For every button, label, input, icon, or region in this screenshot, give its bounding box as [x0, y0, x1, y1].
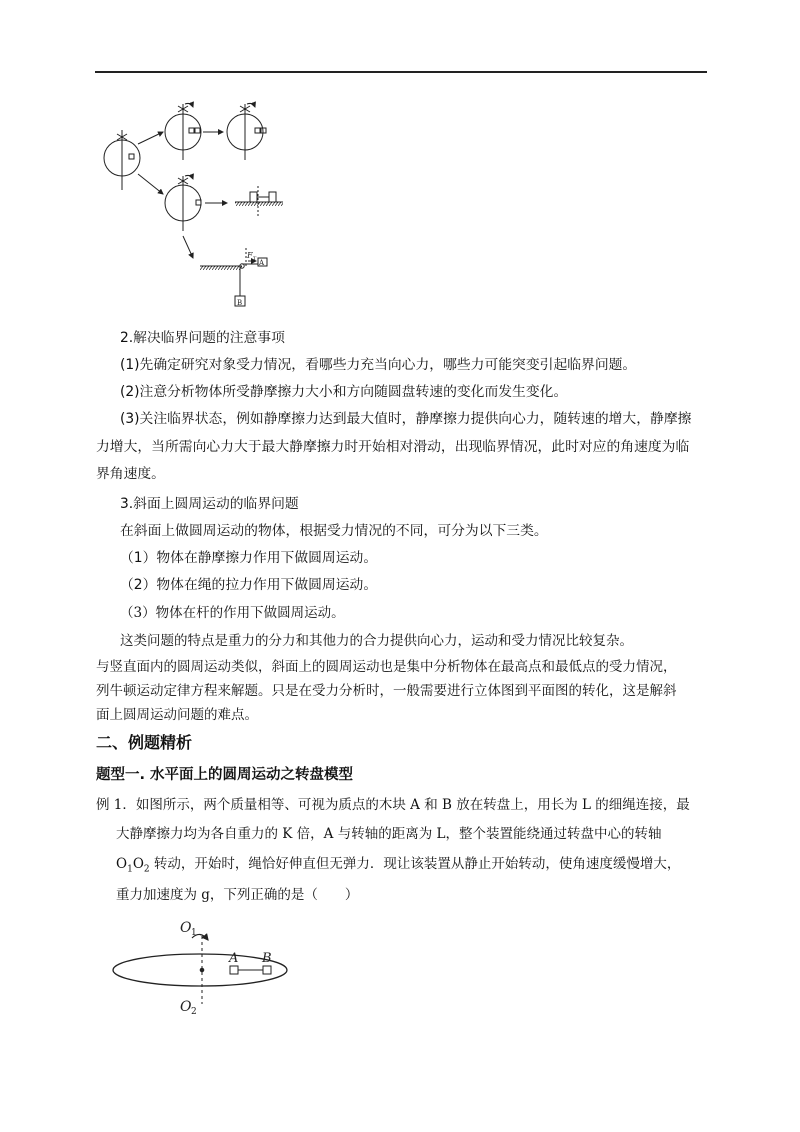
- disc-middle: [165, 175, 201, 231]
- o2-label: O: [180, 999, 192, 1015]
- ft-subscript: T: [253, 256, 257, 262]
- section3-para-line2: 与竖直面内的圆周运动类似，斜面上的圆周运动也是集中分析物体在最高点和最低点的受力情况，: [96, 659, 677, 675]
- block-a: [230, 966, 238, 974]
- axis-o2-letter: O: [132, 856, 144, 872]
- example1-line2: 大静摩擦力均为各自重力的 K 倍，A 与转轴的距离为 L，整个装置能绕通过转盘中心的转轴: [116, 826, 662, 842]
- type1-heading: 题型一. 水平面上的圆周运动之转盘模型: [96, 767, 354, 783]
- disc-top-middle: [165, 103, 201, 160]
- header-rule: [95, 71, 707, 73]
- block-a-label: A: [259, 259, 265, 267]
- o1-subscript: 1: [191, 928, 197, 938]
- example1-line4: 重力加速度为 g，下列正确的是（ ）: [116, 887, 359, 903]
- section2-item2: (2)注意分析物体所受静摩擦力大小和方向随圆盘转速的变化而发生变化。: [120, 384, 568, 400]
- section2-item3-line3: 界角速度。: [96, 466, 165, 482]
- ft-label: F: [247, 251, 253, 260]
- section3-intro: 在斜面上做圆周运动的物体，根据受力情况的不同，可分为以下三类。: [120, 523, 548, 539]
- axis-o1-letter: O: [116, 856, 128, 872]
- disc-left: [104, 130, 140, 190]
- pulley-view: [200, 248, 267, 307]
- example1-line3-rest: 转动，开始时，绳恰好伸直但无弹力．现让该装置从静止开始转动，使角速度缓慢增大，: [149, 856, 681, 872]
- section3-type1: （1）物体在静摩擦力作用下做圆周运动。: [120, 550, 378, 566]
- examples-heading: 二、例题精析: [96, 733, 193, 752]
- section3-para-line1: 这类问题的特点是重力的分力和其他力的合力提供向心力，运动和受力情况比较复杂。: [120, 633, 633, 649]
- o1-label: O: [180, 920, 192, 936]
- arrow-to-top: [138, 132, 163, 144]
- block-b-label: B: [237, 299, 243, 307]
- label-a: A: [229, 951, 239, 966]
- example1-line1: 例 1．如图所示，两个质量相等、可视为质点的木块 A 和 B 放在转盘上，用长为 L 的细绳连接，最: [96, 797, 690, 813]
- section2-item1: (1)先确定研究对象受力情况，看哪些力充当向心力，哪些力可能突变引起临界问题。: [120, 357, 637, 373]
- axis-o2-sub: 2: [143, 864, 150, 875]
- o2-subscript: 2: [191, 1007, 197, 1016]
- section3-type2: （2）物体在绳的拉力作用下做圆周运动。: [120, 577, 378, 593]
- section3-type3: （3）物体在杆的作用下做圆周运动。: [120, 605, 345, 621]
- arrow-to-middle: [138, 174, 163, 194]
- section3-para-line3: 列牛顿运动定律方程来解题。只是在受力分析时，一般需要进行立体图到平面图的转化，这是解斜: [96, 683, 677, 699]
- turntable-ab-figure: [108, 912, 308, 1016]
- section2-item3-line2: 力增大，当所需向心力大于最大静摩擦力时开始相对滑动，出现临界情况，此时对应的角速度为临: [96, 439, 690, 455]
- example1-line3: [116, 853, 680, 881]
- section3-title: 3.斜面上圆周运动的临界问题: [120, 496, 299, 512]
- section2-title: 2.解决临界问题的注意事项: [120, 330, 285, 346]
- arrow-to-bottom: [183, 236, 193, 258]
- section2-item3-line1: (3)关注临界状态，例如静摩擦力达到最大值时，静摩擦力提供向心力，随转速的增大，静摩擦: [120, 411, 692, 427]
- label-b: B: [262, 951, 272, 966]
- disc-top-right: [227, 103, 266, 160]
- axis-o1-sub: 1: [127, 864, 133, 875]
- section3-para-line4: 面上圆周运动问题的难点。: [96, 707, 258, 723]
- block-b: [263, 966, 271, 974]
- side-view-blocks: [235, 186, 283, 216]
- disc-center: [200, 968, 204, 972]
- turntable-critical-figure: [95, 98, 295, 310]
